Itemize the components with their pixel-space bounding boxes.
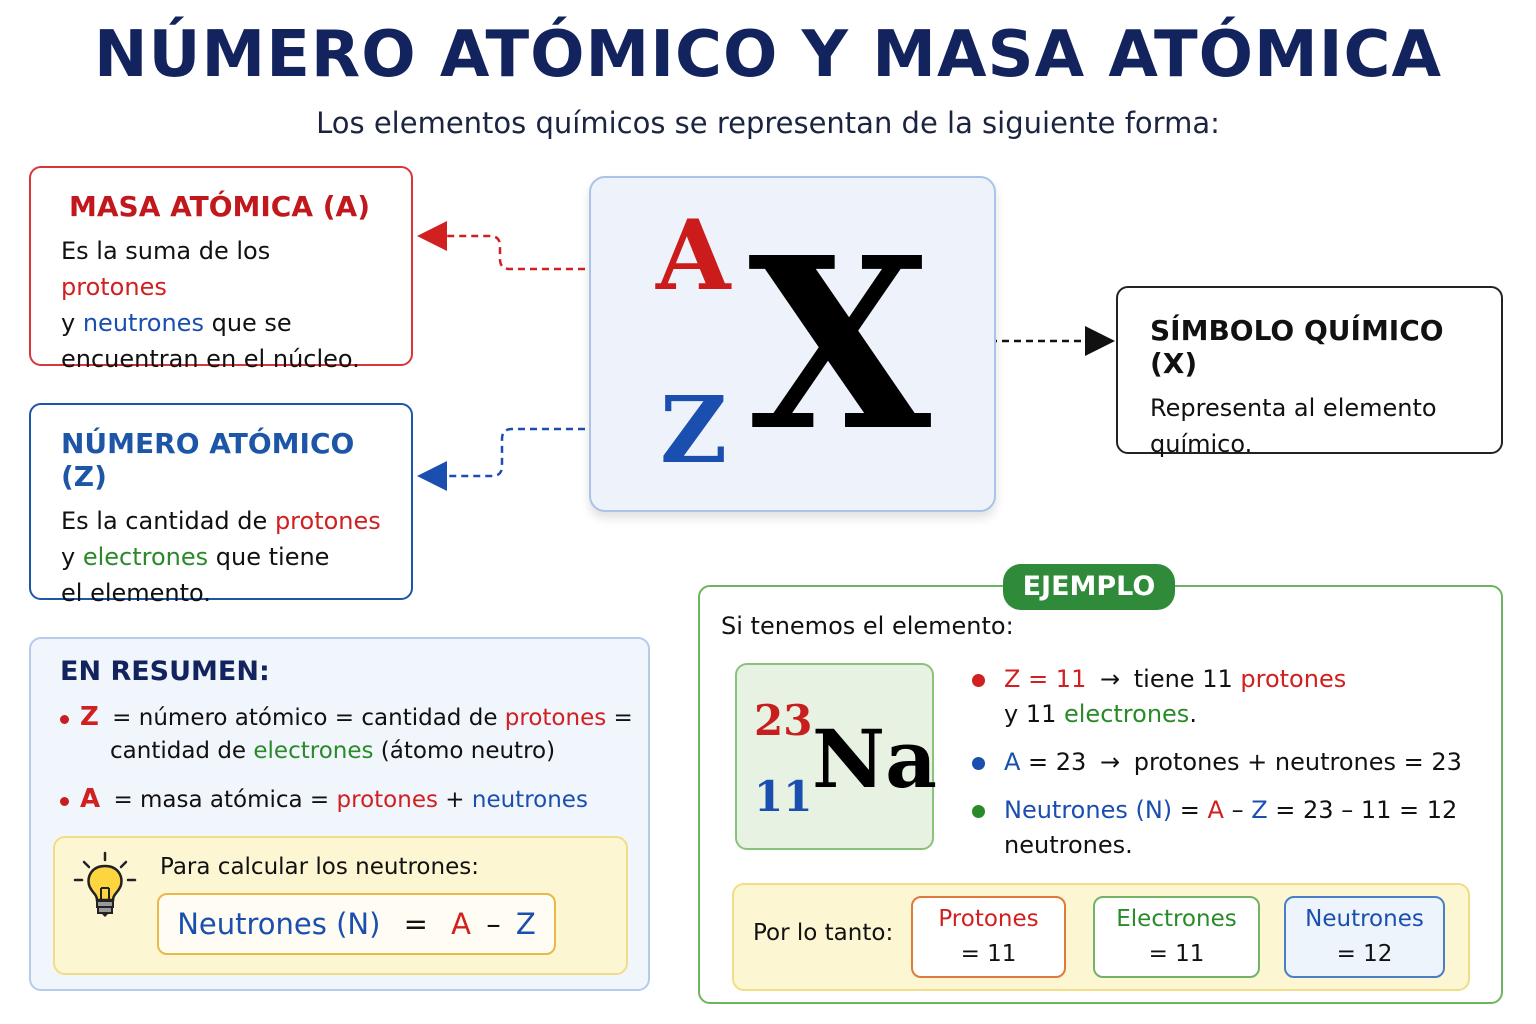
ejemplo-line-n <box>1004 793 1494 828</box>
a-symbol: A <box>1207 796 1224 824</box>
text-span: – <box>1223 796 1252 824</box>
sodium-symbol: Na <box>812 712 937 806</box>
formula-box <box>157 893 556 955</box>
result-protones <box>911 896 1066 978</box>
text-span: el elemento. <box>61 579 211 607</box>
masa-atomica-title: MASA ATÓMICA (A) <box>69 190 371 223</box>
text-span: protones + neutrones = 23 <box>1133 748 1462 776</box>
ejemplo-line-z <box>1004 662 1474 697</box>
text-span: que se <box>203 309 292 337</box>
resumen-title: EN RESUMEN: <box>60 656 270 687</box>
text-span: = masa atómica = <box>113 787 337 813</box>
result-electrones-value: = 11 <box>1148 941 1205 967</box>
sodium-mass-number: 23 <box>754 696 813 745</box>
protones-term: protones <box>336 787 438 813</box>
resumen-bullet-a <box>80 783 640 817</box>
resumen-bullet-z-cont <box>110 735 640 768</box>
result-protones-value: = 11 <box>960 941 1017 967</box>
protones-term: protones <box>61 273 167 301</box>
page-subtitle: Los elementos químicos se representan de la siguiente forma: <box>316 106 1220 140</box>
text-span: + <box>437 787 472 813</box>
result-neutrones-label: Neutrones <box>1305 906 1424 932</box>
arrow-right-icon: → <box>1099 748 1121 776</box>
neutrones-term: neutrones <box>82 309 204 337</box>
text-span: = número atómico = cantidad de <box>112 705 505 731</box>
a-symbol: A <box>80 784 101 814</box>
symbol-number-z: Z <box>660 376 728 484</box>
formula-a: A <box>451 907 471 941</box>
text-span: = <box>606 705 633 731</box>
text-span: = 23 <box>1020 748 1087 776</box>
formula-equals: = <box>403 907 428 941</box>
text-span: y 11 <box>1004 700 1064 728</box>
bullet-dot <box>60 715 69 724</box>
text-span: químico. <box>1150 430 1253 458</box>
page-title: NÚMERO ATÓMICO Y MASA ATÓMICA <box>93 18 1443 92</box>
text-span: = 23 – 11 = 12 <box>1267 796 1458 824</box>
text-span: = <box>1172 796 1208 824</box>
ejemplo-line-z-cont <box>1004 697 1474 732</box>
formula-neutrones: Neutrones (N) <box>177 907 381 941</box>
formula-minus: – <box>486 907 501 941</box>
a-symbol: A <box>1004 748 1021 776</box>
bullet-dot <box>972 674 985 687</box>
conclusion-label: Por lo tanto: <box>753 920 894 946</box>
arrow-right-icon: → <box>1100 665 1121 693</box>
ejemplo-line-a <box>1004 745 1474 780</box>
resumen-bullet-z <box>80 701 640 735</box>
text-span: Es la suma de los <box>61 237 271 265</box>
symbol-element-x: X <box>748 205 932 483</box>
protones-term: protones <box>274 507 381 535</box>
text-span: Es la cantidad de <box>61 507 275 535</box>
text-span: y <box>61 309 83 337</box>
result-neutrones-value: = 12 <box>1336 941 1393 967</box>
bullet-dot <box>972 805 985 818</box>
protones-term: protones <box>504 705 607 731</box>
electrones-term: electrones <box>82 543 209 571</box>
text-span: y <box>61 543 83 571</box>
z-symbol: Z <box>1251 796 1268 824</box>
ejemplo-intro: Si tenemos el elemento: <box>721 612 1014 640</box>
simbolo-quimico-text <box>1150 390 1481 462</box>
text-span: (átomo neutro) <box>373 738 556 764</box>
neutrones-term: Neutrones (N) <box>1004 796 1173 824</box>
protones-term: protones <box>1240 665 1347 693</box>
tip-label: Para calcular los neutrones: <box>160 854 479 880</box>
text-span: Representa al elemento <box>1150 394 1437 422</box>
text-span: . <box>1189 700 1197 728</box>
formula-z: Z <box>515 907 536 941</box>
result-protones-label: Protones <box>938 906 1039 932</box>
result-electrones <box>1093 896 1260 978</box>
ejemplo-line-n-cont: neutrones. <box>1004 831 1133 859</box>
symbol-mass-a: A <box>656 199 731 312</box>
simbolo-quimico-title: SÍMBOLO QUÍMICO (X) <box>1150 314 1444 380</box>
result-electrones-label: Electrones <box>1116 906 1237 932</box>
numero-atomico-title: NÚMERO ATÓMICO (Z) <box>61 427 355 493</box>
text-span: cantidad de <box>110 738 254 764</box>
simbolo-quimico-box <box>1116 286 1503 458</box>
text-span: tiene 11 <box>1133 665 1241 693</box>
electrones-term: electrones <box>253 738 374 764</box>
electrones-term: electrones <box>1064 700 1190 728</box>
result-neutrones <box>1284 896 1445 978</box>
z-symbol: Z <box>80 702 99 732</box>
sodium-atomic-number: 11 <box>754 772 813 821</box>
ejemplo-badge: EJEMPLO <box>1003 564 1175 610</box>
lightbulb-icon <box>72 850 138 920</box>
bullet-dot <box>60 797 69 806</box>
text-span: que tiene <box>208 543 330 571</box>
bullet-dot <box>972 757 985 770</box>
neutrones-term: neutrones <box>471 787 588 813</box>
text-span: encuentran en el núcleo. <box>61 345 360 373</box>
z-value: Z = 11 <box>1004 665 1087 693</box>
